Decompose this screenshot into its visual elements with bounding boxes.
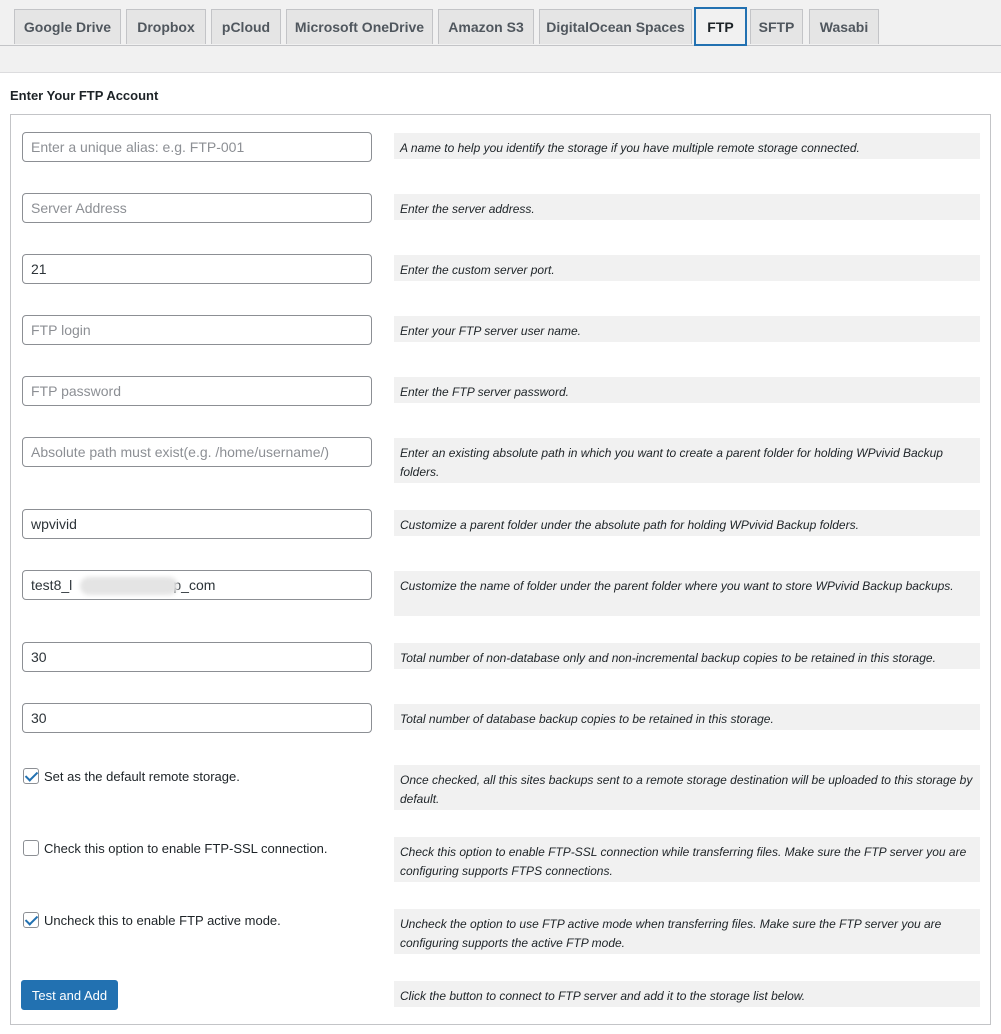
absolute-path-input[interactable] [22,437,372,467]
default-storage-description: Once checked, all this sites backups sent to a remote storage destination will be uploaded to this storage by default. [394,765,980,810]
backup-retention-input[interactable] [22,642,372,672]
server-address-description: Enter the server address. [394,194,980,220]
db-retention-description: Total number of database backup copies to be retained in this storage. [394,704,980,730]
tab-sftp[interactable]: SFTP [750,9,803,44]
tab-wasabi[interactable]: Wasabi [809,9,879,44]
test-and-add-button[interactable]: Test and Add [21,980,118,1010]
test-and-add-description: Click the button to connect to FTP server and add it to the storage list below. [394,981,980,1007]
parent-folder-input[interactable] [22,509,372,539]
absolute-path-description: Enter an existing absolute path in which you want to create a parent folder for holding WPvivid Backup folders. [394,438,980,483]
ftp-active-mode-checkbox[interactable] [23,912,39,928]
ftp-password-input[interactable] [22,376,372,406]
tab-ftp[interactable]: FTP [694,7,747,46]
ftp-ssl-label: Check this option to enable FTP-SSL connection. [44,840,328,856]
tab-amazon-s3[interactable]: Amazon S3 [438,9,534,44]
storage-tabs [0,0,1001,46]
ftp-password-description: Enter the FTP server password. [394,377,980,403]
default-storage-checkbox[interactable] [23,768,39,784]
ftp-ssl-option[interactable] [23,840,328,856]
port-description: Enter the custom server port. [394,255,980,281]
db-retention-input[interactable] [22,703,372,733]
default-storage-label: Set as the default remote storage. [44,768,240,784]
tab-google-drive[interactable]: Google Drive [14,9,121,44]
ftp-login-description: Enter your FTP server user name. [394,316,980,342]
ftp-active-mode-label: Uncheck this to enable FTP active mode. [44,912,281,928]
ftp-ssl-description: Check this option to enable FTP-SSL connection while transferring files. Make sure the FTP server you are configuring supports FTPS connections. [394,837,980,882]
parent-folder-description: Customize a parent folder under the absolute path for holding WPvivid Backup folders. [394,510,980,536]
child-folder-description: Customize the name of folder under the parent folder where you want to store WPvivid Backup backups. [394,571,980,616]
tab-microsoft-onedrive[interactable]: Microsoft OneDrive [286,9,433,44]
ftp-login-input[interactable] [22,315,372,345]
default-storage-option[interactable] [23,768,240,784]
backup-retention-description: Total number of non-database only and non-incremental backup copies to be retained in this storage. [394,643,980,669]
server-address-input[interactable] [22,193,372,223]
ftp-ssl-checkbox[interactable] [23,840,39,856]
redacted-blur [80,577,178,595]
ftp-active-mode-description: Uncheck the option to use FTP active mode when transferring files. Make sure the FTP server you are configuring supports the active FTP mode. [394,909,980,954]
child-folder-input[interactable] [22,570,372,600]
section-title: Enter Your FTP Account [10,88,159,103]
tab-digitalocean-spaces[interactable]: DigitalOcean Spaces [539,9,692,44]
port-input[interactable] [22,254,372,284]
tab-dropbox[interactable]: Dropbox [126,9,206,44]
tab-pcloud[interactable]: pCloud [211,9,281,44]
ftp-active-mode-option[interactable] [23,912,281,928]
alias-description: A name to help you identify the storage if you have multiple remote storage connected. [394,133,980,159]
alias-input[interactable] [22,132,372,162]
